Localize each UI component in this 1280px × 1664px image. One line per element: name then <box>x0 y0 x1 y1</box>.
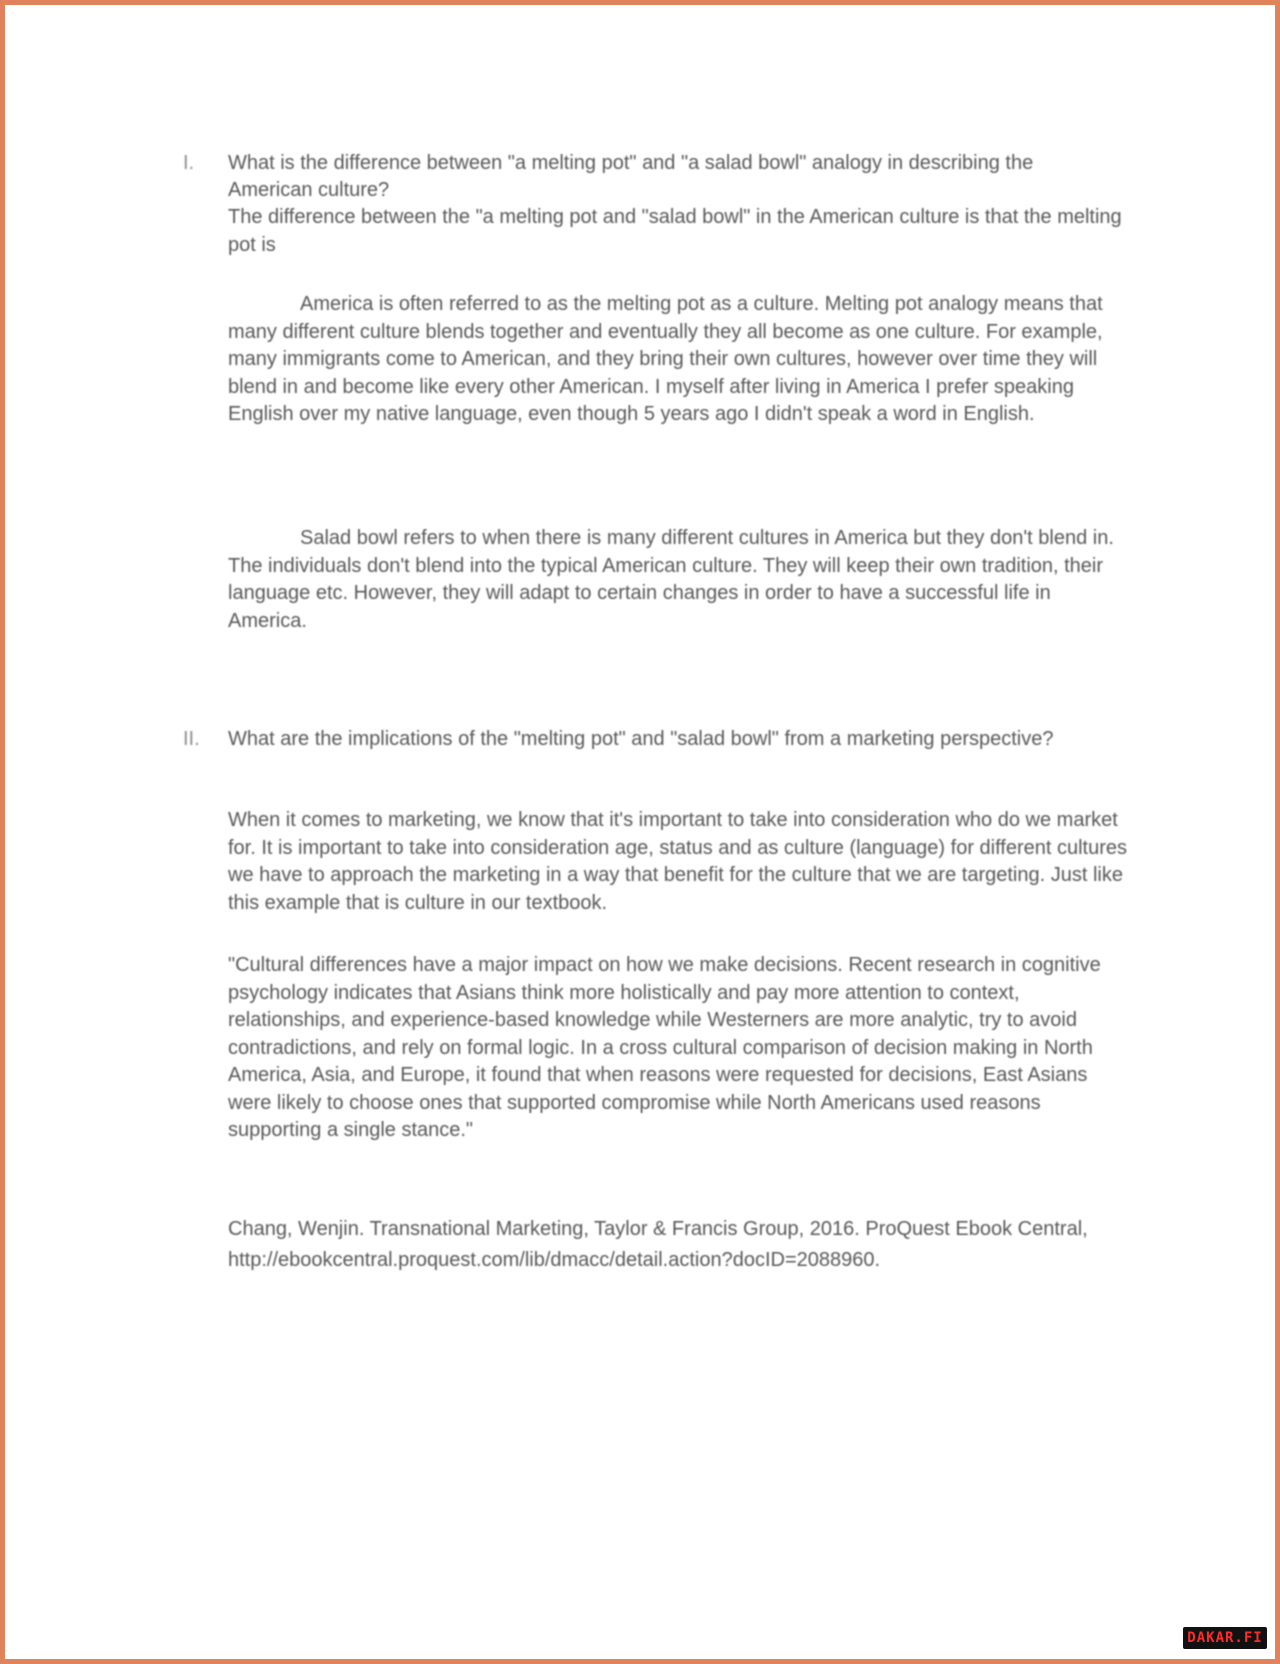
question-1 <box>183 150 1083 204</box>
answer-1-intro: The difference between the "a melting pot and "salad bowl" in the American culture is that the melting pot is <box>228 206 1122 256</box>
answer-2-quote: "Cultural differences have a major impact on how we make decisions. Recent research in cognitive psychology indicates that Asians think more holistically and pay more attention to context, relationships, and experience-based knowledge while Westerners are more analytic, try to avoid contradictions, and rely on formal logic. In a cross cultural comparison of decision making in North America, Asia, and Europe, it found that when reasons were requested for decisions, East Asians were likely to choose ones that supported compromise while North Americans used reasons supporting a single stance." <box>228 954 1101 1141</box>
question-2-number: II. <box>183 728 200 750</box>
answer-1-paragraph-melting-pot: America is often referred to as the melting pot as a culture. Melting pot analogy means that many different culture blends together and eventually they all become as one culture. For example, many immigrants come to American, and they bring their own cultures, however over time they will blend in and become like every other American. I myself after living in America I prefer speaking English over my native language, even though 5 years ago I didn't speak a word in English. <box>228 293 1103 425</box>
question-1-number: I. <box>183 152 195 174</box>
question-1-text: What is the difference between "a melting pot" and "a salad bowl" analogy in describing the American culture? <box>228 152 1034 201</box>
question-2-text: What are the implications of the "melting pot" and "salad bowl" from a marketing perspective? <box>228 728 1054 750</box>
watermark-badge: DAKAR.FI <box>1183 1627 1267 1649</box>
question-2 <box>183 726 1083 753</box>
answer-2-paragraph: When it comes to marketing, we know that it's important to take into consideration who do we market for. It is important to take into consideration age, status and as culture (language) for different cultures we have to approach the marketing in a way that benefit for the culture that we are targeting. Just like this example that is culture in our textbook. <box>228 809 1128 914</box>
answer-1-paragraph-salad-bowl: Salad bowl refers to when there is many different cultures in America but they don't blend in. The individuals don't blend into the typical American culture. They will keep their own tradition, their language etc. However, they will adapt to certain changes in order to have a successful life in America. <box>228 527 1114 632</box>
citation: Chang, Wenjin. Transnational Marketing, Taylor & Francis Group, 2016. ProQuest Ebook Central, http://ebookcentral.proquest.com/lib/dmacc/detail.action?docID=2088960. <box>228 1218 1088 1271</box>
